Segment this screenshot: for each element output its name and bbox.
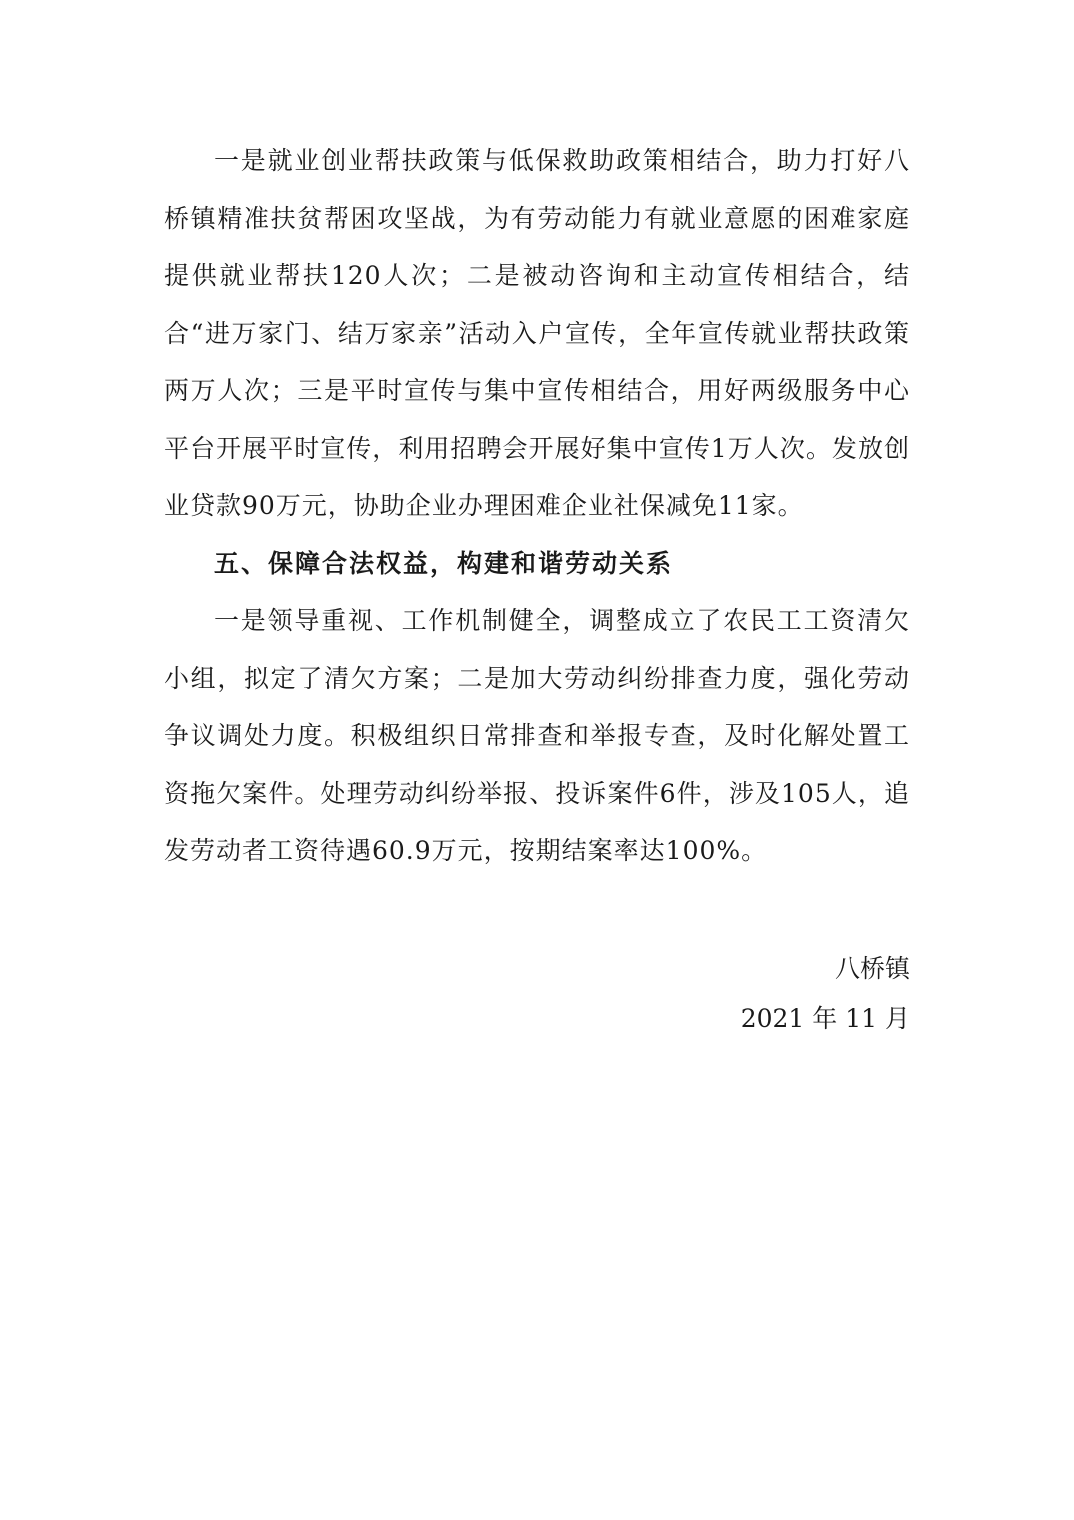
paragraph-employment-support: 一是就业创业帮扶政策与低保救助政策相结合，助力打好八桥镇精准扶贫帮困攻坚战，为有劳动能力有就业意愿的困难家庭提供就业帮扶120人次；二是被动咨询和主动宣传相结合，结合“进万家门、结万家亲”活动入户宣传，全年宣传就业帮扶政策两万人次；三是平时宣传与集中宣传相结合，用好两级服务中心平台开展平时宣传，利用招聘会开展好集中宣传1万人次。发放创业贷款90万元，协助企业办理困难企业社保减免11家。 (164, 146, 910, 520)
signature-organization: 八桥镇 (834, 954, 910, 983)
document-body (164, 132, 910, 880)
section-heading-labor-rights: 五、保障合法权益，构建和谐劳动关系 (214, 548, 674, 578)
signature-block (741, 944, 910, 1044)
signature-date: 2021 年 11 月 (740, 1004, 910, 1033)
paragraph-labor-relations: 一是领导重视、工作机制健全，调整成立了农民工工资清欠小组，拟定了清欠方案；二是加大劳动纠纷排查力度，强化劳动争议调处力度。积极组织日常排查和举报专查，及时化解处置工资拖欠案件。处理劳动纠纷举报、投诉案件6件，涉及105人，追发劳动者工资待遇60.9万元，按期结案率达100%。 (164, 606, 910, 865)
